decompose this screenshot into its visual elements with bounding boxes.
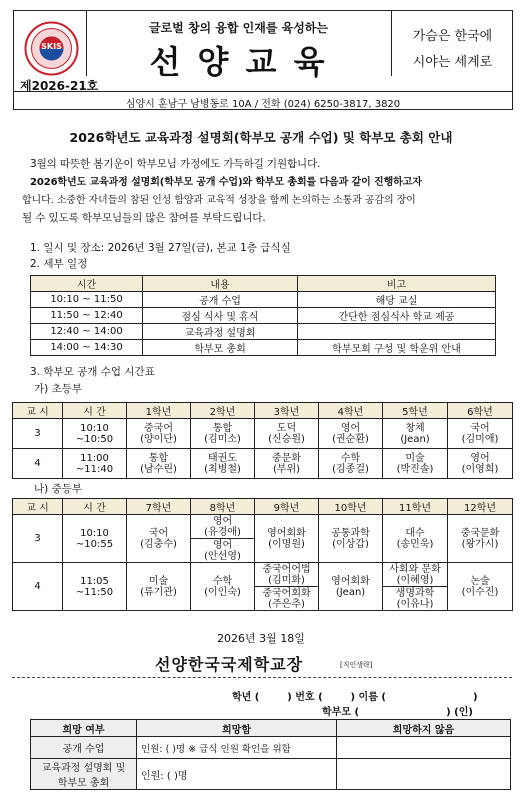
- column-header: 10학년: [319, 499, 383, 515]
- principal-name: 선양한국국제학교장: [155, 655, 304, 674]
- subject: 영어: [340, 422, 361, 434]
- table-row: [31, 340, 496, 356]
- subject: 중국문화: [460, 527, 500, 539]
- class-cell: [383, 419, 448, 449]
- subject: 중국어회화: [262, 587, 311, 599]
- teacher: (김미소): [204, 433, 241, 445]
- elementary-timetable: [12, 402, 513, 479]
- column-header: 희망 여부: [31, 720, 137, 737]
- class-cell: [319, 419, 383, 449]
- school-logo-icon: [24, 21, 79, 76]
- motto-line-2: 시야는 세계로: [412, 55, 493, 70]
- subject: 영어회화: [331, 575, 370, 587]
- column-header: 교 시: [13, 499, 63, 515]
- row-label-line-1: 교육과정 설명회 및: [41, 763, 126, 774]
- period-cell: 4: [13, 563, 63, 611]
- end-time: ~10:50: [75, 433, 114, 445]
- row-label: 공개 수업: [31, 737, 137, 759]
- table-row: [13, 563, 513, 587]
- subject: 중국어어법: [262, 563, 311, 575]
- class-cell: [448, 449, 513, 479]
- start-time: 10:10: [80, 527, 109, 539]
- subject: 미술: [148, 575, 169, 587]
- class-cell: [448, 563, 513, 611]
- column-header: 11학년: [383, 499, 448, 515]
- column-header: 7학년: [127, 499, 191, 515]
- time-cell: [63, 515, 127, 563]
- teacher: (최병철): [204, 463, 241, 475]
- note-cell: 해당 교실: [298, 292, 496, 308]
- table-row: [31, 759, 511, 790]
- subject: 논술: [470, 575, 490, 587]
- class-cell: [191, 539, 255, 563]
- intro-line-4: 될 수 있도록 학부모님들의 많은 참여를 부탁드립니다.: [22, 212, 266, 224]
- column-header: 3학년: [255, 403, 319, 419]
- column-header: 희망함: [137, 720, 337, 737]
- cut-line: [12, 677, 512, 678]
- table-row: [13, 419, 513, 449]
- teacher: (부위): [272, 463, 301, 475]
- subject: 영어: [212, 515, 233, 527]
- intro-line-2: 2026학년도 교육과정 설명회(학부모 공개 수업)와 학부모 총회를 다음과 같이 진행하고자: [30, 177, 422, 188]
- class-cell: [255, 563, 319, 587]
- class-cell: [191, 449, 255, 479]
- time-cell: 12:40 ~ 14:00: [31, 324, 143, 340]
- column-header: 12학년: [448, 499, 513, 515]
- note-cell: 학부모회 구성 및 학운위 안내: [298, 340, 496, 356]
- end-time: ~11:50: [75, 586, 114, 598]
- teacher: (남수린): [140, 463, 177, 475]
- table-row: [31, 292, 496, 308]
- content-cell: 학부모 총회: [143, 340, 298, 356]
- table-header-row: [31, 720, 511, 737]
- column-header: 4학년: [319, 403, 383, 419]
- subject: 도덕: [276, 422, 297, 434]
- slogan: 글로벌 창의 융합 인재를 육성하는: [148, 21, 328, 35]
- period-cell: 3: [13, 515, 63, 563]
- table-header-row: [31, 276, 496, 292]
- time-cell: 11:50 ~ 12:40: [31, 308, 143, 324]
- section-2-heading: 2. 세부 일정: [30, 258, 88, 270]
- teacher: (권순환): [332, 433, 369, 445]
- start-time: 10:10: [80, 422, 109, 434]
- class-cell: [319, 515, 383, 563]
- teacher: (김미화): [268, 574, 305, 586]
- time-cell: [63, 419, 127, 449]
- time-cell: [63, 563, 127, 611]
- end-time: ~10:55: [75, 538, 114, 550]
- subject: 창체: [405, 422, 425, 434]
- newsletter-title: 선 양 교 육: [149, 43, 328, 81]
- subject: 태권도: [208, 452, 237, 464]
- address: 심양시 훈남구 남병동로 10A / 전화 (024) 6250-3817, 3820: [125, 99, 401, 110]
- teacher: (김미애): [461, 433, 499, 445]
- class-cell: [255, 449, 319, 479]
- table-header-row: [13, 499, 513, 515]
- column-header: 1학년: [127, 403, 191, 419]
- teacher: (박진솔): [396, 463, 434, 475]
- reply-form-table: [30, 719, 511, 790]
- teacher: (신승원): [268, 433, 305, 445]
- table-row: [13, 449, 513, 479]
- start-time: 11:00: [80, 452, 109, 464]
- schedule-table: [30, 275, 496, 356]
- class-cell: [191, 419, 255, 449]
- teacher: (유경애): [204, 526, 241, 538]
- attendance-count-field[interactable]: 인원: ( )명: [137, 759, 337, 790]
- subject: 미술: [405, 452, 425, 464]
- decline-field[interactable]: [337, 737, 511, 759]
- row-label: [31, 759, 137, 790]
- teacher: (양이단): [140, 433, 177, 445]
- column-header: 6학년: [448, 403, 513, 419]
- subject: 공통과학: [331, 527, 370, 539]
- attendance-count-field[interactable]: 인원: ( )명 ※ 급식 인원 확인을 위함: [137, 737, 337, 759]
- section-3-heading: 3. 학부모 공개 수업 시간표: [30, 366, 155, 378]
- teacher: (김종걸): [332, 463, 369, 475]
- column-header: 내용: [143, 276, 298, 292]
- note-cell: 간단한 점심식사 학교 제공: [298, 308, 496, 324]
- intro-line-3: 합니다. 소중한 자녀들의 참된 인성 함양과 교육적 성장을 함께 논의하는 소통과 공감의 장이: [22, 195, 416, 206]
- class-cell: [383, 449, 448, 479]
- subject: 국어: [470, 422, 490, 434]
- table-row: [13, 515, 513, 539]
- column-header: 2학년: [191, 403, 255, 419]
- class-cell: [448, 515, 513, 563]
- teacher: (송민욱): [396, 538, 434, 550]
- masthead: [13, 10, 513, 110]
- teacher: (왕가시): [461, 538, 499, 550]
- period-cell: 4: [13, 449, 63, 479]
- teacher: (Jean): [335, 586, 366, 598]
- elementary-label: 가) 초등부: [34, 383, 83, 395]
- parent-info-line: 학부모 ( ) (인): [322, 707, 473, 718]
- subject: 수학: [212, 575, 233, 587]
- middle-school-label: 나) 중등부: [34, 483, 83, 495]
- column-header: 교 시: [13, 403, 63, 419]
- column-header: 8학년: [191, 499, 255, 515]
- subject: 사회와 문화: [389, 563, 441, 575]
- subject: 중문화: [272, 452, 301, 464]
- teacher: (이영희): [461, 463, 499, 475]
- table-header-row: [13, 403, 513, 419]
- teacher: (이유나): [396, 598, 434, 610]
- class-cell: [127, 515, 191, 563]
- intro-line-1: 3월의 따뜻한 봄기운이 학부모님 가정에도 가득하길 기원합니다.: [30, 158, 321, 170]
- decline-field[interactable]: [337, 759, 511, 790]
- section-1-date-location: 1. 일시 및 장소: 2026년 3월 27일(금), 본교 1층 급식실: [30, 242, 291, 254]
- logo-text: SKIS: [41, 42, 62, 51]
- teacher: (이혜영): [396, 574, 434, 586]
- class-cell: [255, 587, 319, 611]
- teacher: (안선영): [204, 550, 241, 562]
- subject: 영어: [212, 539, 233, 551]
- headline: 2026학년도 교육과정 설명회(학부모 공개 수업) 및 학부모 총회 안내: [69, 130, 453, 145]
- table-row: [31, 737, 511, 759]
- teacher: (이수진): [461, 586, 499, 598]
- class-cell: [319, 449, 383, 479]
- subject: 중국어: [144, 422, 173, 434]
- class-cell: [319, 563, 383, 611]
- column-header: 9학년: [255, 499, 319, 515]
- motto-line-1: 가슴은 한국에: [412, 29, 493, 44]
- table-row: [31, 308, 496, 324]
- teacher: (이명원): [268, 538, 305, 550]
- class-cell: [191, 515, 255, 539]
- subject: 통합: [212, 422, 233, 434]
- class-cell: [255, 419, 319, 449]
- row-label-line-2: 학부모 총회: [57, 778, 110, 789]
- class-cell: [448, 419, 513, 449]
- subject: 생명과학: [395, 587, 435, 599]
- time-cell: 14:00 ~ 14:30: [31, 340, 143, 356]
- subject: 수학: [340, 452, 361, 464]
- class-cell: [127, 419, 191, 449]
- teacher: (류기관): [140, 586, 177, 598]
- subject: 영어회화: [267, 527, 306, 539]
- class-cell: [191, 563, 255, 611]
- middle-timetable: [12, 498, 513, 611]
- start-time: 11:05: [80, 575, 109, 587]
- column-header: 시 간: [63, 499, 127, 515]
- column-header: 시간: [31, 276, 143, 292]
- note-cell: [298, 324, 496, 340]
- content-cell: 교육과정 설명회: [143, 324, 298, 340]
- column-header: 시 간: [63, 403, 127, 419]
- column-header: 5학년: [383, 403, 448, 419]
- class-cell: [127, 563, 191, 611]
- table-row: [31, 324, 496, 340]
- column-header: 비고: [298, 276, 496, 292]
- teacher: (주은추): [268, 598, 305, 610]
- time-cell: [63, 449, 127, 479]
- end-time: ~11:40: [75, 463, 114, 475]
- issue-number: 제2026-21호: [20, 79, 99, 93]
- student-info-line: 학년 ( ) 번호 ( ) 이름 ( ): [232, 692, 478, 703]
- subject: 대수: [405, 527, 425, 539]
- teacher: (이상갑): [332, 538, 369, 550]
- class-cell: [383, 563, 448, 587]
- column-header: 희망하지 않음: [337, 720, 511, 737]
- teacher: (김충수): [140, 538, 177, 550]
- class-cell: [383, 515, 448, 563]
- time-cell: 10:10 ~ 11:50: [31, 292, 143, 308]
- content-cell: 공개 수업: [143, 292, 298, 308]
- teacher: (Jean): [400, 433, 430, 445]
- period-cell: 3: [13, 419, 63, 449]
- seal-omitted-note: [직인생략]: [340, 661, 373, 669]
- subject: 통합: [148, 452, 169, 464]
- horizontal-divider: [14, 91, 512, 92]
- subject: 영어: [470, 452, 490, 464]
- content-cell: 점심 식사 및 휴식: [143, 308, 298, 324]
- subject: 국어: [148, 527, 169, 539]
- class-cell: [383, 587, 448, 611]
- issue-date: 2026년 3월 18일: [217, 632, 305, 645]
- class-cell: [255, 515, 319, 563]
- teacher: (이인숙): [204, 586, 241, 598]
- class-cell: [127, 449, 191, 479]
